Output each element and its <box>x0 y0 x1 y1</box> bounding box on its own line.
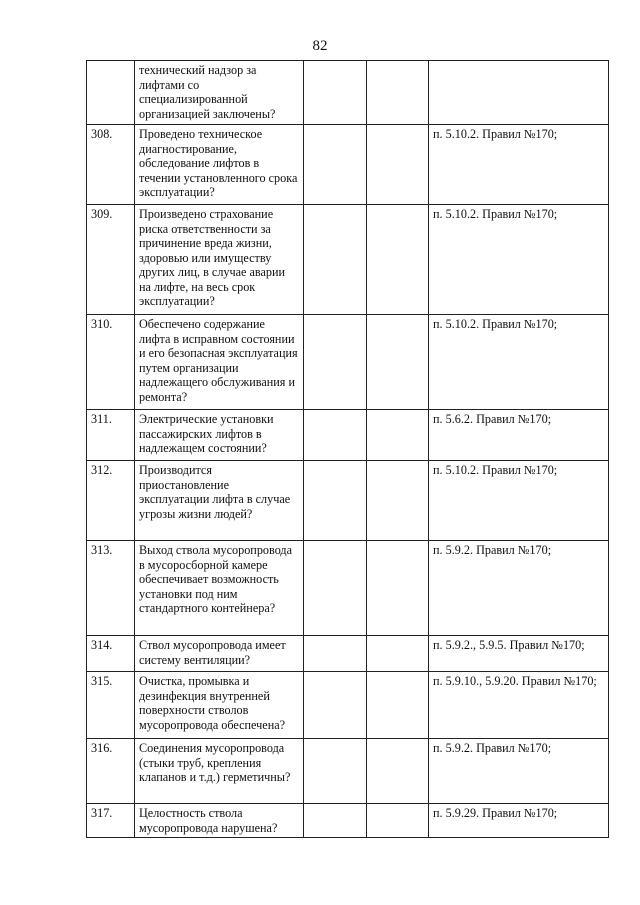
answer-no-cell <box>367 61 429 125</box>
answer-no-cell <box>367 636 429 672</box>
answer-yes-cell <box>304 804 367 838</box>
answer-yes-cell <box>304 315 367 410</box>
reference-text: п. 5.10.2. Правил №170; <box>429 205 609 315</box>
row-number: 316. <box>87 739 135 804</box>
answer-no-cell <box>367 125 429 205</box>
reference-text <box>429 61 609 125</box>
answer-yes-cell <box>304 205 367 315</box>
reference-text: п. 5.9.2., 5.9.5. Правил №170; <box>429 636 609 672</box>
answer-no-cell <box>367 315 429 410</box>
answer-yes-cell <box>304 541 367 636</box>
row-number: 317. <box>87 804 135 838</box>
answer-no-cell <box>367 205 429 315</box>
answer-no-cell <box>367 804 429 838</box>
table-row <box>87 125 609 205</box>
reference-text: п. 5.6.2. Правил №170; <box>429 410 609 461</box>
answer-yes-cell <box>304 410 367 461</box>
answer-no-cell <box>367 739 429 804</box>
table-row <box>87 636 609 672</box>
table-row <box>87 205 609 315</box>
answer-no-cell <box>367 410 429 461</box>
answer-yes-cell <box>304 125 367 205</box>
question-text: Соединения мусоропровода (стыки труб, крепления клапанов и т.д.) герметичны? <box>135 739 304 804</box>
question-text: Обеспечено содержание лифта в исправном состоянии и его безопасная эксплуатация путем организации надлежащего обслуживания и ремонта? <box>135 315 304 410</box>
question-text: Проведено техническое диагностирование, обследование лифтов в течении установленного срока эксплуатации? <box>135 125 304 205</box>
reference-text: п. 5.9.29. Правил №170; <box>429 804 609 838</box>
question-text: Электрические установки пассажирских лифтов в надлежащем состоянии? <box>135 410 304 461</box>
table-row <box>87 410 609 461</box>
table-row <box>87 672 609 739</box>
answer-yes-cell <box>304 739 367 804</box>
answer-yes-cell <box>304 636 367 672</box>
table-row <box>87 804 609 838</box>
row-number: 315. <box>87 672 135 739</box>
answer-no-cell <box>367 461 429 541</box>
question-text: Производится приостановление эксплуатации лифта в случае угрозы жизни людей? <box>135 461 304 541</box>
table-row <box>87 315 609 410</box>
row-number: 310. <box>87 315 135 410</box>
answer-no-cell <box>367 541 429 636</box>
question-text: Выход ствола мусоропровода в мусоросборной камере обеспечивает возможность установки под ним стандартного контейнера? <box>135 541 304 636</box>
checklist-table <box>86 60 609 838</box>
table-row <box>87 541 609 636</box>
table-row <box>87 461 609 541</box>
question-text: технический надзор за лифтами со специализированной организацией заключены? <box>135 61 304 125</box>
reference-text: п. 5.10.2. Правил №170; <box>429 125 609 205</box>
row-number: 309. <box>87 205 135 315</box>
row-number: 312. <box>87 461 135 541</box>
row-number: 311. <box>87 410 135 461</box>
reference-text: п. 5.9.2. Правил №170; <box>429 541 609 636</box>
question-text: Очистка, промывка и дезинфекция внутренней поверхности стволов мусоропровода обеспечена? <box>135 672 304 739</box>
reference-text: п. 5.10.2. Правил №170; <box>429 315 609 410</box>
answer-yes-cell <box>304 672 367 739</box>
table-row <box>87 739 609 804</box>
reference-text: п. 5.9.2. Правил №170; <box>429 739 609 804</box>
table-row <box>87 61 609 125</box>
answer-yes-cell <box>304 61 367 125</box>
reference-text: п. 5.9.10., 5.9.20. Правил №170; <box>429 672 609 739</box>
question-text: Ствол мусоропровода имеет систему вентиляции? <box>135 636 304 672</box>
question-text: Целостность ствола мусоропровода нарушена? <box>135 804 304 838</box>
answer-no-cell <box>367 672 429 739</box>
question-text: Произведено страхование риска ответственности за причинение вреда жизни, здоровью или имуществу других лиц, в случае аварии на лифте, на весь срок эксплуатации? <box>135 205 304 315</box>
row-number: 308. <box>87 125 135 205</box>
reference-text: п. 5.10.2. Правил №170; <box>429 461 609 541</box>
page-number: 82 <box>312 38 328 54</box>
row-number <box>87 61 135 125</box>
answer-yes-cell <box>304 461 367 541</box>
row-number: 314. <box>87 636 135 672</box>
row-number: 313. <box>87 541 135 636</box>
